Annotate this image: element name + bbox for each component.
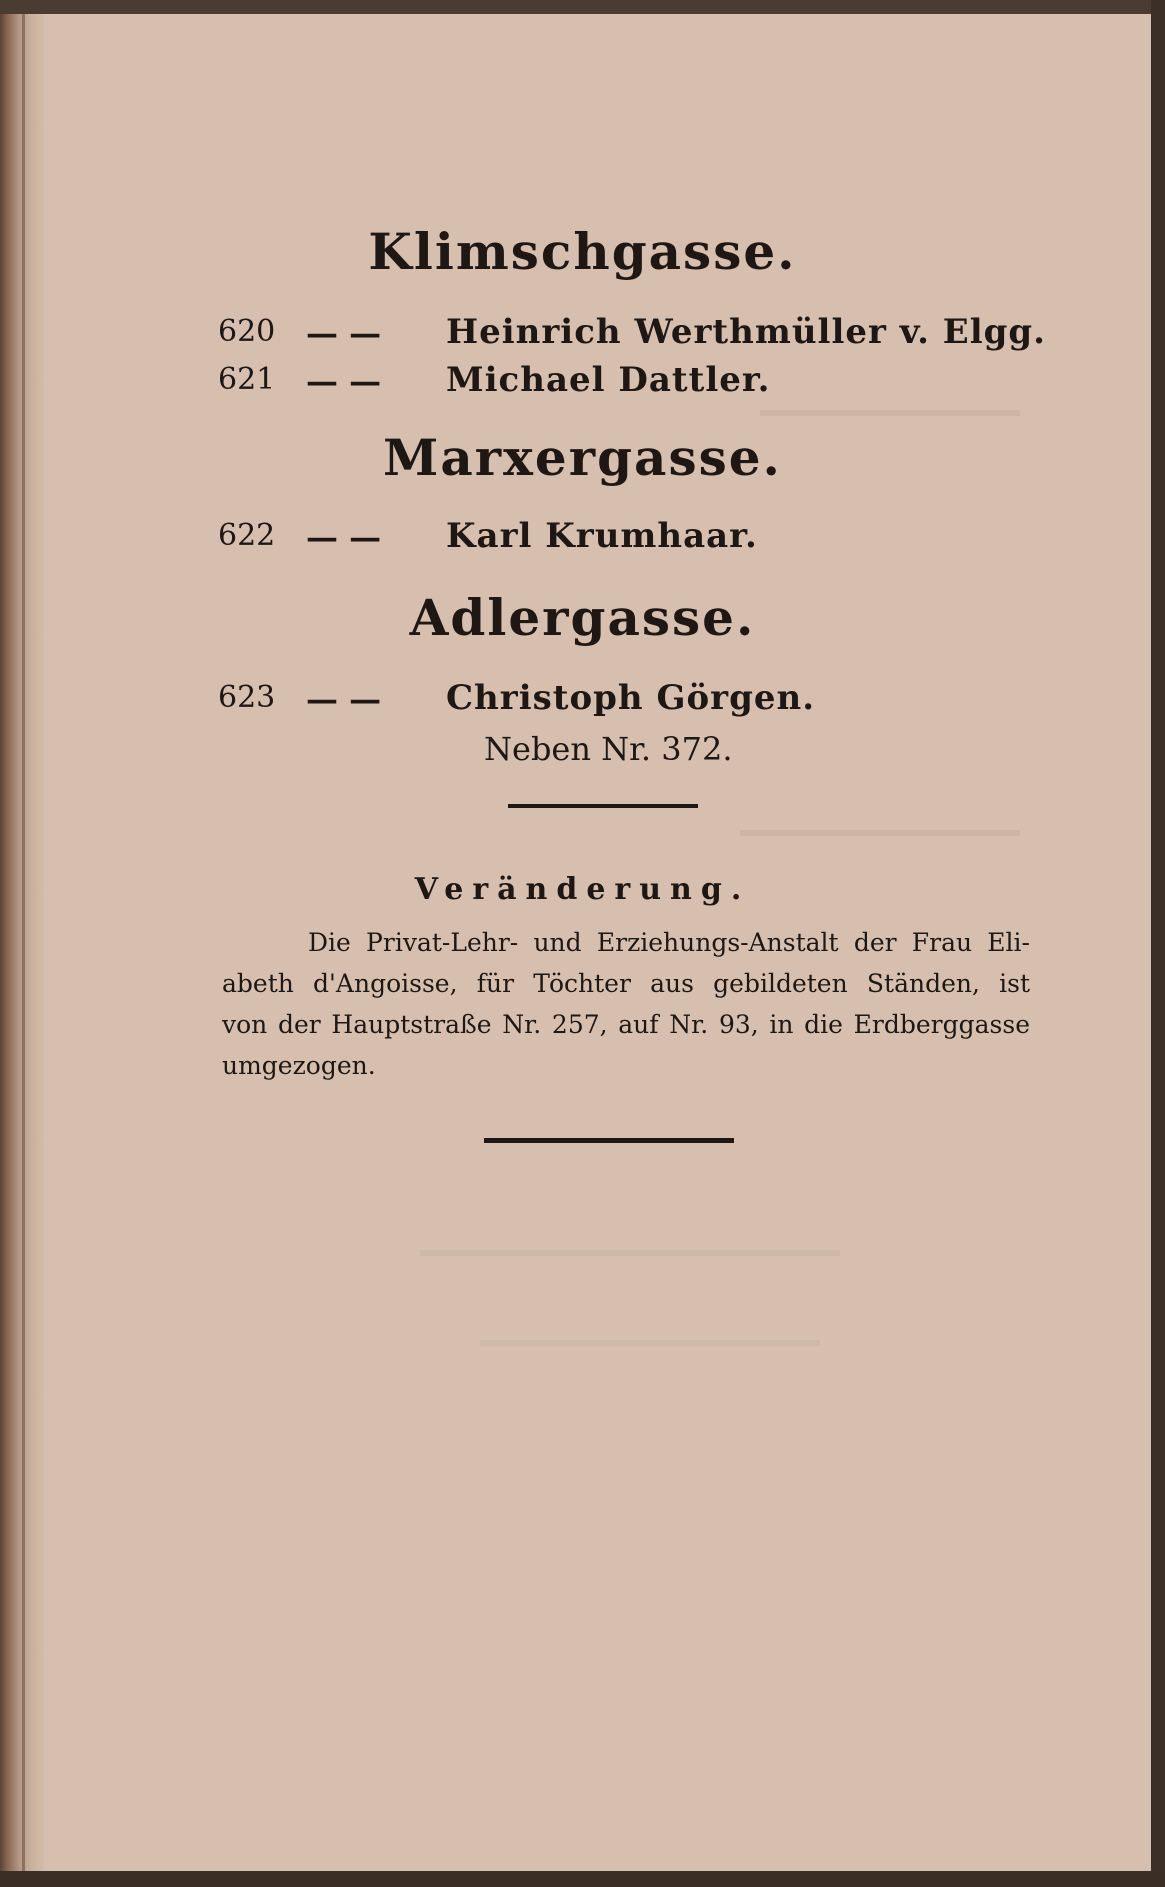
page-end-divider bbox=[484, 1138, 734, 1143]
bleed-through-mark bbox=[740, 830, 1020, 836]
house-number: 621 bbox=[218, 362, 276, 397]
entry-dashes: — — bbox=[306, 314, 382, 352]
location-note: Neben Nr. 372. bbox=[484, 730, 733, 768]
resident-name: Heinrich Werthmüller v. Elgg. bbox=[446, 312, 1046, 352]
scan-border-top bbox=[0, 0, 1165, 14]
paragraph-line: abeth d'Angoisse, für Töchter aus gebildeten Ständen, ist bbox=[222, 969, 1030, 998]
bleed-through-mark bbox=[760, 410, 1020, 416]
entry-dashes: — — bbox=[306, 362, 382, 400]
entry-dashes: — — bbox=[306, 680, 382, 718]
house-number: 622 bbox=[218, 518, 276, 553]
house-number: 623 bbox=[218, 680, 276, 715]
section-divider bbox=[508, 804, 698, 808]
scan-border-right bbox=[1151, 0, 1165, 1887]
resident-name: Christoph Görgen. bbox=[446, 678, 816, 718]
street-heading: Marxergasse. bbox=[383, 428, 782, 487]
change-notice-paragraph bbox=[222, 922, 1030, 1086]
scan-border-bottom bbox=[0, 1871, 1165, 1887]
house-entry bbox=[218, 518, 1018, 558]
spine-edge bbox=[22, 0, 25, 1887]
house-entry bbox=[218, 312, 1046, 354]
resident-name: Michael Dattler. bbox=[446, 360, 771, 400]
paragraph-line: von der Hauptstraße Nr. 257, auf Nr. 93, in die Erdberggasse bbox=[222, 1010, 1030, 1039]
house-entry bbox=[218, 680, 1018, 720]
bleed-through-mark bbox=[480, 1340, 820, 1346]
paragraph-line: Die Privat-Lehr- und Erziehungs-Anstalt der Frau Eli- bbox=[308, 928, 1030, 957]
resident-name: Karl Krumhaar. bbox=[446, 516, 758, 556]
entry-dashes: — — bbox=[306, 518, 382, 556]
street-heading: Klimschgasse. bbox=[368, 222, 797, 281]
change-notice-title: Veränderung. bbox=[414, 872, 751, 907]
house-entry bbox=[218, 362, 1018, 402]
bleed-through-mark bbox=[420, 1250, 840, 1256]
paragraph-line: umgezogen. bbox=[222, 1051, 376, 1080]
house-number: 620 bbox=[218, 314, 276, 349]
street-heading: Adlergasse. bbox=[409, 588, 756, 647]
